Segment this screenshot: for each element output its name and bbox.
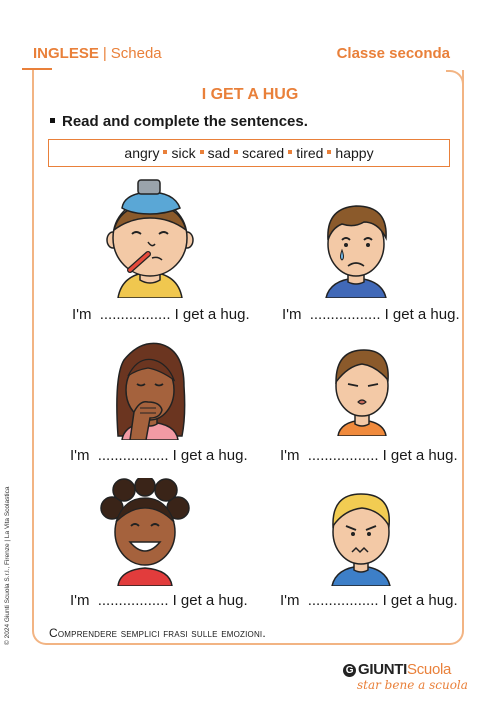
sentence-4: I'm ................. I get a hug. (280, 447, 458, 464)
word-bank-item: angry (124, 145, 160, 161)
word-bank-item: happy (335, 145, 374, 161)
logo-tagline: star bene a scuola (357, 678, 468, 692)
word-bank-item: sad (207, 145, 231, 161)
bored-boy-illustration (326, 344, 398, 436)
giunti-g-icon: G (343, 664, 356, 677)
word-bank-item: sick (171, 145, 196, 161)
sentence-5: I'm ................. I get a hug. (70, 592, 248, 609)
happy-girl-illustration (100, 478, 190, 586)
header-grade: Classe seconda (336, 45, 450, 62)
sentence-6: I'm ................. I get a hug. (280, 592, 458, 609)
learning-objective: Comprendere semplici frasi sulle emozioni. (49, 626, 266, 640)
angry-boy-illustration (326, 486, 396, 586)
word-bank-item: scared (242, 145, 285, 161)
worksheet-title: I GET A HUG (201, 86, 299, 103)
instruction: Read and complete the sentences. (50, 113, 308, 130)
publisher-logo: G GIUNTIScuola star bene a scuola (343, 661, 468, 692)
copyright-note: © 2024 Giunti Scuola S.r.l., Firenze | La Vita Scolastica (4, 486, 11, 645)
word-bank-item: tired (296, 145, 324, 161)
sentence-2: I'm ................. I get a hug. (282, 306, 460, 323)
tired-girl-illustration (110, 336, 190, 440)
sentence-3: I'm ................. I get a hug. (70, 447, 248, 464)
header-subject: INGLESE | Scheda (33, 45, 162, 62)
word-bank (48, 139, 450, 167)
sick-boy-illustration (100, 178, 200, 298)
sad-boy-illustration (320, 198, 392, 298)
sentence-1: I'm ................. I get a hug. (72, 306, 250, 323)
